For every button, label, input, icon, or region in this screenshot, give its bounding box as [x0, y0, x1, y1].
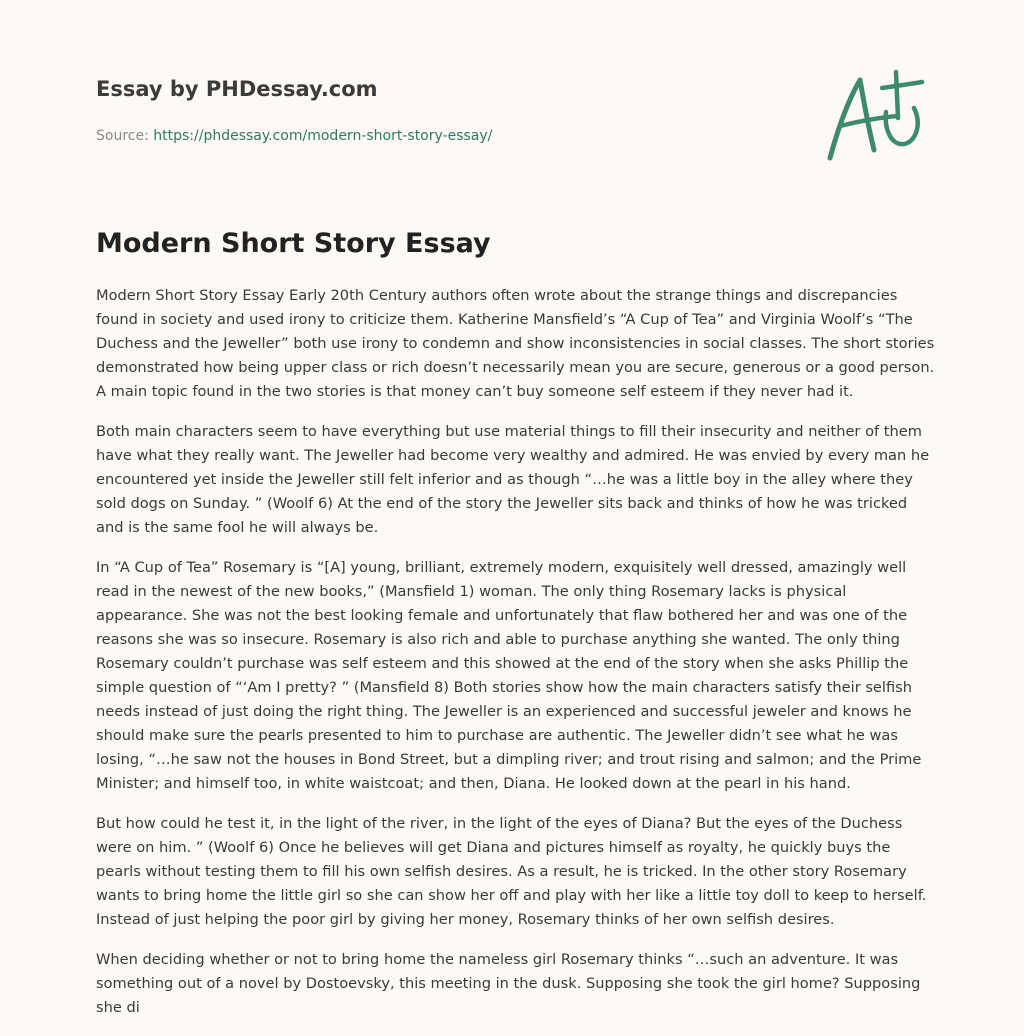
essay-title: Modern Short Story Essay: [96, 228, 491, 259]
essay-paragraph: Both main characters seem to have everything but use material things to fill their insecurity and neither of them have what they really want. The Jeweller had become very wealthy and admired. He was envied by every man he encountered yet inside the Jeweller still felt inferior and as though “…he was a little boy in the alley where they sold dogs on Sunday. ” (Woolf 6) At the end of the story the Jeweller sits back and thinks of how he was tricked and is the same fool he will always be.: [96, 423, 930, 536]
source-link[interactable]: https://phdessay.com/modern-short-story-essay/: [153, 128, 493, 144]
essay-paragraph: But how could he test it, in the light of the river, in the light of the eyes of Diana? But the eyes of the Duchess were on him. ” (Woolf 6) Once he believes will get Diana and pictures himself as royalty, he quickly buys the pearls without testing them to fill his own selfish desires. As a result, he is tricked. In the other story Rosemary wants to bring home the little girl so she can show her off and play with her like a little toy doll to keep to herself. Instead of just helping the poor girl by giving her money, Rosemary thinks of her own selfish desires.: [96, 815, 927, 928]
source-label: Source:: [96, 128, 154, 144]
page-header: [96, 74, 928, 146]
essay-body: [96, 284, 936, 1036]
essay-paragraph: In “A Cup of Tea” Rosemary is “[A] young, brilliant, extremely modern, exquisitely well dressed, amazingly well read in the newest of the new books,” (Mansfield 1) woman. The only thing Rosemary lacks is physical appearance. She was not the best looking female and unfortunately that flaw bothered her and was one of the reasons she was so insecure. Rosemary is also rich and able to purchase anything she wanted. The only thing Rosemary couldn’t purchase was self esteem and this showed at the end of the story when she asks Phillip the simple question of “‘Am I pretty? ” (Mansfield 8) Both stories show how the main characters satisfy their selfish needs instead of just doing the right thing. The Jeweller is an experienced and successful jeweler and knows he should make sure the pearls presented to him to purchase are authentic. The Jeweller didn’t see what he was losing, “…he saw not the houses in Bond Street, but a dimpling river; and trout rising and salmon; and the Prime Minister; and himself too, in white waistcoat; and then, Diana. He looked down at the pearl in his hand.: [96, 559, 922, 792]
site-title: Essay by PHDessay.com: [96, 77, 378, 101]
source-line: [96, 126, 928, 146]
essay-paragraph: When deciding whether or not to bring home the nameless girl Rosemary thinks “…such an adventure. It was something out of a novel by Dostoevsky, this meeting in the dusk. Supposing she took the girl home? Supposing she di: [96, 951, 921, 1016]
a-plus-logo-icon: [822, 66, 930, 166]
essay-paragraph: Modern Short Story Essay Early 20th Century authors often wrote about the strange things and discrepancies found in society and used irony to criticize them. Katherine Mansfield’s “A Cup of Tea” and Virginia Woolf’s “The Duchess and the Jeweller” both use irony to condemn and show inconsistencies in social classes. The short stories demonstrated how being upper class or rich doesn’t necessarily mean you are secure, generous or a good person. A main topic found in the two stories is that money can’t buy someone self esteem if they never had it.: [96, 287, 935, 400]
